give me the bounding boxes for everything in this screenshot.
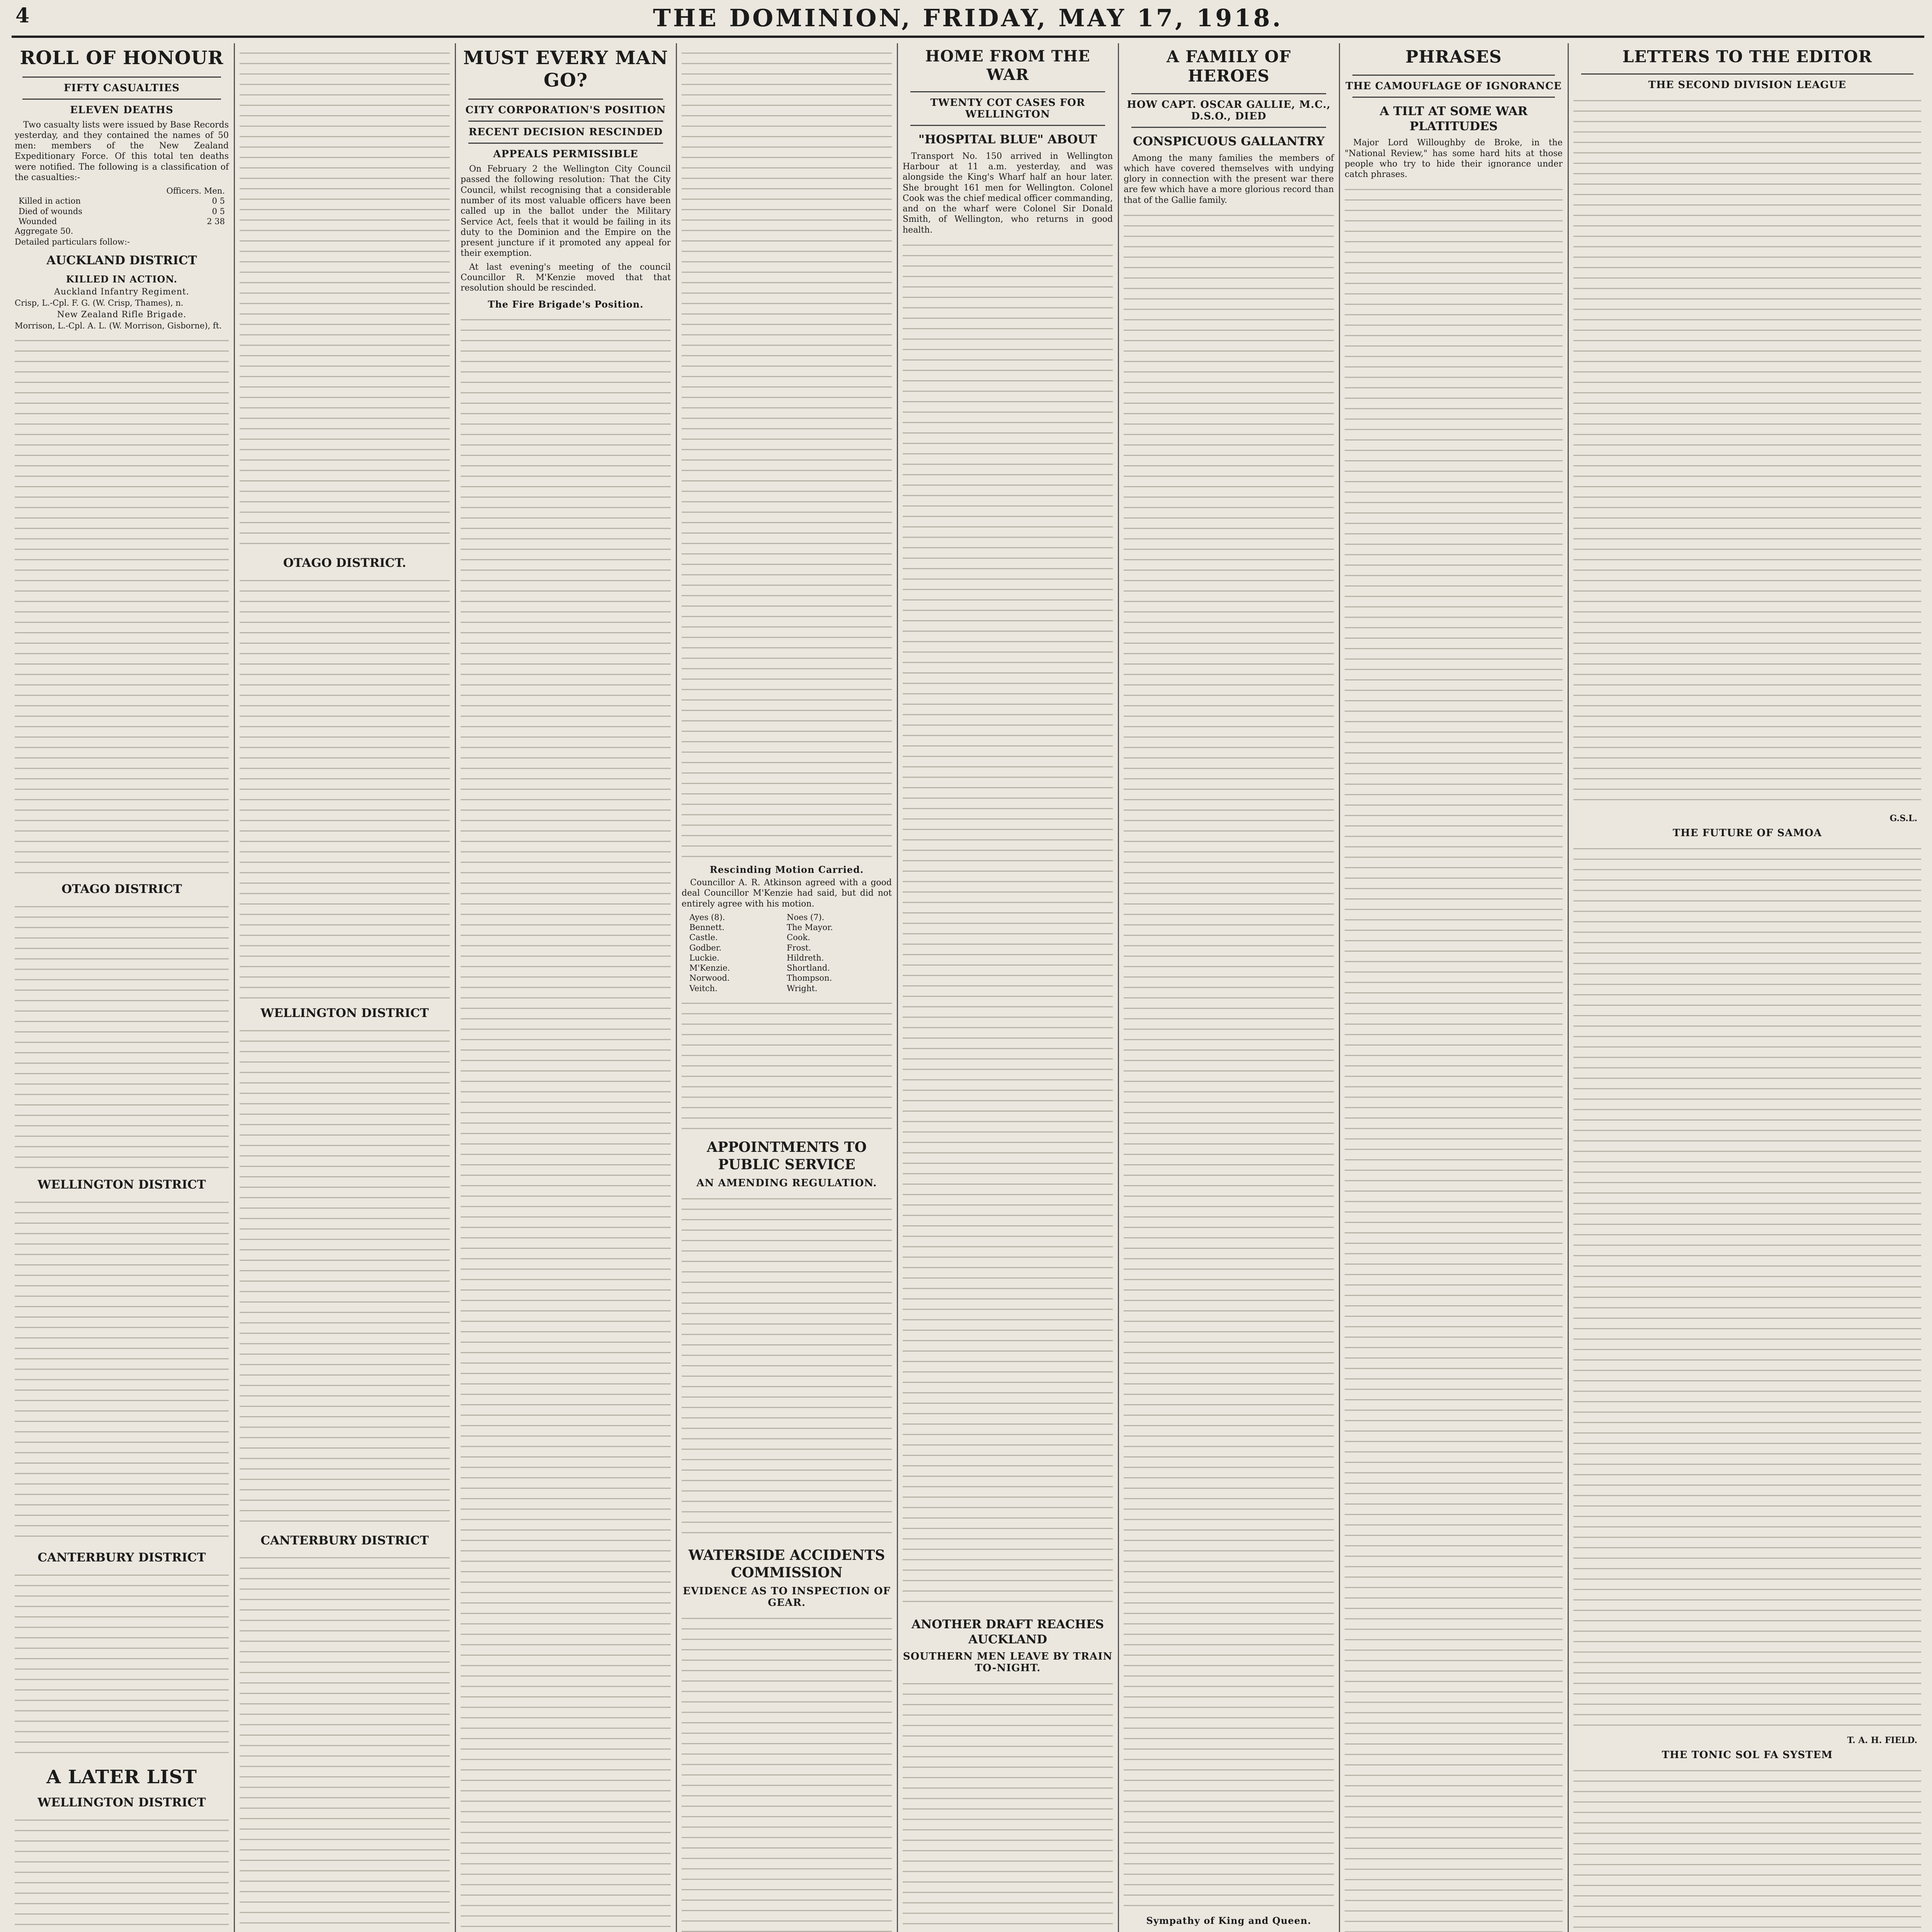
article-subhead: THE FUTURE OF SAMOA xyxy=(1672,827,1822,839)
article-subhead: RECENT DECISION RESCINDED xyxy=(468,126,663,138)
roll-of-honour-header: ROLL OF HONOUR xyxy=(20,47,224,69)
letter-signature: G.S.L. xyxy=(1889,813,1917,824)
casualty-intro: Two casualty lists were issued by Base Records yesterday, and they contained the names of 50 men: members of the New Zealand Expeditionary Force. Of this total ten deaths were notified. The following is a classification of the casualties:- xyxy=(15,120,229,182)
text-block xyxy=(682,997,892,1133)
district-heading: WELLINGTON DISTRICT xyxy=(260,1006,429,1020)
casualty-entry: Morrison, L.-Cpl. A. L. (W. Morrison, Gisborne), ft. xyxy=(15,321,222,330)
division-list: Ayes (8). Noes (7). Bennett. The Mayor. Castle. Cook. Godber. Frost. Luckie. Hildreth. M'Kenzie. Shortland. Norwood. Thompson. Veitch. Wright. xyxy=(689,912,833,993)
column-rule xyxy=(1339,43,1340,1932)
column-letters xyxy=(1570,43,1924,1932)
divider xyxy=(1352,97,1555,98)
divider xyxy=(1131,127,1326,128)
text-block xyxy=(1124,209,1334,1910)
article-header: MUST EVERY MAN GO? xyxy=(463,47,668,91)
text-block xyxy=(903,1678,1113,1932)
table-row: Wounded 2 38 xyxy=(19,216,225,226)
section-label: The Fire Brigade's Position. xyxy=(488,299,644,310)
masthead-title: THE DOMINION, FRIDAY, MAY 17, 1918. xyxy=(653,4,1283,32)
article-lede: Councillor A. R. Atkinson agreed with a good deal Councillor M'Kenzie had said, but did not entirely agree with his motion. xyxy=(682,878,892,909)
article-paragraph: At last evening's meeting of the council Councillor R. M'Kenzie moved that that resolution should be rescinded. xyxy=(461,262,671,293)
article-header: HOME FROM THE WAR xyxy=(925,47,1090,84)
section-label: Rescinding Motion Carried. xyxy=(709,864,864,875)
column-rule xyxy=(1568,43,1569,1932)
district-heading: OTAGO DISTRICT xyxy=(61,882,182,896)
district-heading: WELLINGTON DISTRICT xyxy=(37,1796,206,1810)
article-lede: Major Lord Willoughby de Broke, in the "National Review," has some hard hits at those people who try to hide their ignorance under catch phrases. xyxy=(1345,138,1563,180)
table-head: Officers. Men. xyxy=(166,186,225,196)
article-subhead: TWENTY COT CASES FOR WELLINGTON xyxy=(930,97,1085,120)
article-subhead: SOUTHERN MEN LEAVE BY TRAIN TO-NIGHT. xyxy=(903,1651,1113,1674)
letter-signature: T. A. H. FIELD. xyxy=(1847,1735,1917,1746)
district-heading: WELLINGTON DISTRICT xyxy=(37,1178,206,1192)
article-subhead: AN AMENDING REGULATION. xyxy=(696,1177,877,1189)
text-block xyxy=(682,47,892,859)
column-roll-of-honour xyxy=(12,43,232,1932)
text-block xyxy=(15,901,229,1171)
masthead-rule xyxy=(12,36,1924,38)
text-block xyxy=(240,575,450,1000)
column-rule xyxy=(676,43,677,1932)
article-header: WATERSIDE ACCIDENTS COMMISSION xyxy=(688,1547,885,1581)
divider xyxy=(1581,73,1913,75)
article-subhead: "HOSPITAL BLUE" ABOUT xyxy=(918,133,1097,146)
article-subhead: HOW CAPT. OSCAR GALLIE, M.C., D.S.O., DIED xyxy=(1127,99,1331,122)
aggregate: Aggregate 50. xyxy=(15,226,73,236)
text-block xyxy=(1124,1930,1334,1932)
article-subhead: EVIDENCE AS TO INSPECTION OF GEAR. xyxy=(683,1585,891,1609)
text-block xyxy=(15,1814,229,1932)
divider xyxy=(910,125,1105,126)
divider xyxy=(468,143,663,144)
divider xyxy=(468,99,663,100)
column-phrases xyxy=(1342,43,1566,1932)
divider xyxy=(1131,93,1326,94)
divider xyxy=(1352,75,1555,76)
article-lede: Transport No. 150 arrived in Wellington Harbour at 11 a.m. yesterday, and was alongside the King's Wharf half an hour later. She brought 161 men for Wellington. Colonel Cook was the chief medical officer commanding, and on the wharf were Colonel Sir Donald Smith, of Wellington, who returns in good health. xyxy=(903,151,1113,235)
text-block xyxy=(1573,95,1921,810)
text-block xyxy=(1573,843,1921,1731)
divider xyxy=(22,99,221,100)
text-block xyxy=(1573,1765,1921,1932)
district-heading: CANTERBURY DISTRICT xyxy=(260,1533,429,1548)
article-subhead: A TILT AT SOME WAR PLATITUDES xyxy=(1379,104,1528,133)
text-block xyxy=(903,239,1113,1611)
eleven-deaths-subhead: ELEVEN DEATHS xyxy=(70,104,173,116)
text-block xyxy=(15,1569,229,1762)
article-header: APPOINTMENTS TO PUBLIC SERVICE xyxy=(707,1139,867,1173)
section-label: KILLED IN ACTION. xyxy=(66,274,178,285)
column-rule xyxy=(897,43,898,1932)
page-number: 4 xyxy=(15,4,30,27)
text-block xyxy=(461,314,671,1932)
unit-label: Auckland Infantry Regiment. xyxy=(54,287,189,297)
text-block xyxy=(240,1025,450,1527)
article-lede: On February 2 the Wellington City Council passed the following resolution: That the City Council, whilst recognising that a considerable number of its most valuable officers have been called up in the ballot under the Military Service Act, feels that it would be failing in its duty to the Dominion and the Empire on the present juncture if it promoted any appeal for their exemption. xyxy=(461,164,671,259)
detailed: Detailed particulars follow:- xyxy=(15,237,130,247)
table-row: Killed in action 0 5 xyxy=(19,196,225,206)
column-family-of-heroes xyxy=(1121,43,1337,1932)
divider xyxy=(468,121,663,122)
unit-label: New Zealand Rifle Brigade. xyxy=(57,310,187,320)
district-heading: CANTERBURY DISTRICT xyxy=(37,1550,206,1565)
text-block xyxy=(240,47,450,549)
district-heading: AUCKLAND DISTRICT xyxy=(46,253,197,268)
casualty-entry: Crisp, L.-Cpl. F. G. (W. Crisp, Thames), n. xyxy=(15,298,184,308)
article-lede: Among the many families the members of which have covered themselves with undying glory in connection with the present war there are few which have a more glorious record than that of the Gallie family. xyxy=(1124,153,1334,205)
text-block xyxy=(1345,184,1563,1932)
article-subhead: THE TONIC SOL FA SYSTEM xyxy=(1662,1749,1833,1761)
article-header: LETTERS TO THE EDITOR xyxy=(1622,47,1872,66)
article-header: ANOTHER DRAFT REACHES AUCKLAND xyxy=(912,1617,1104,1646)
column-rule xyxy=(1118,43,1119,1932)
article-header: PHRASES xyxy=(1405,47,1502,67)
article-header: A FAMILY OF HEROES xyxy=(1166,47,1291,86)
divider xyxy=(910,91,1105,92)
masthead xyxy=(12,4,1924,31)
text-block xyxy=(15,335,229,876)
column-casualty-list xyxy=(236,43,453,1932)
table-row: Died of wounds 0 5 xyxy=(19,206,225,216)
district-heading: OTAGO DISTRICT. xyxy=(283,556,406,570)
section-label: Sympathy of King and Queen. xyxy=(1146,1915,1311,1926)
text-block xyxy=(15,1196,229,1544)
article-subhead: CONSPICUOUS GALLANTRY xyxy=(1133,134,1325,148)
text-block xyxy=(682,1612,892,1932)
later-list-header: A LATER LIST xyxy=(46,1766,197,1788)
column-rule xyxy=(455,43,456,1932)
column-must-every-man-go xyxy=(457,43,674,1932)
column-home-from-the-war xyxy=(900,43,1116,1932)
text-block xyxy=(240,1552,450,1932)
column-council-and-commerce xyxy=(679,43,895,1932)
divider xyxy=(22,77,221,78)
text-block xyxy=(682,1193,892,1541)
article-subhead: THE CAMOUFLAGE OF IGNORANCE xyxy=(1345,80,1562,92)
fifty-casualties-subhead: FIFTY CASUALTIES xyxy=(64,82,180,94)
article-subhead: THE SECOND DIVISION LEAGUE xyxy=(1648,79,1847,91)
article-subhead: APPEALS PERMISSIBLE xyxy=(493,148,638,160)
article-subhead: CITY CORPORATION'S POSITION xyxy=(465,104,666,116)
column-rule xyxy=(234,43,235,1932)
